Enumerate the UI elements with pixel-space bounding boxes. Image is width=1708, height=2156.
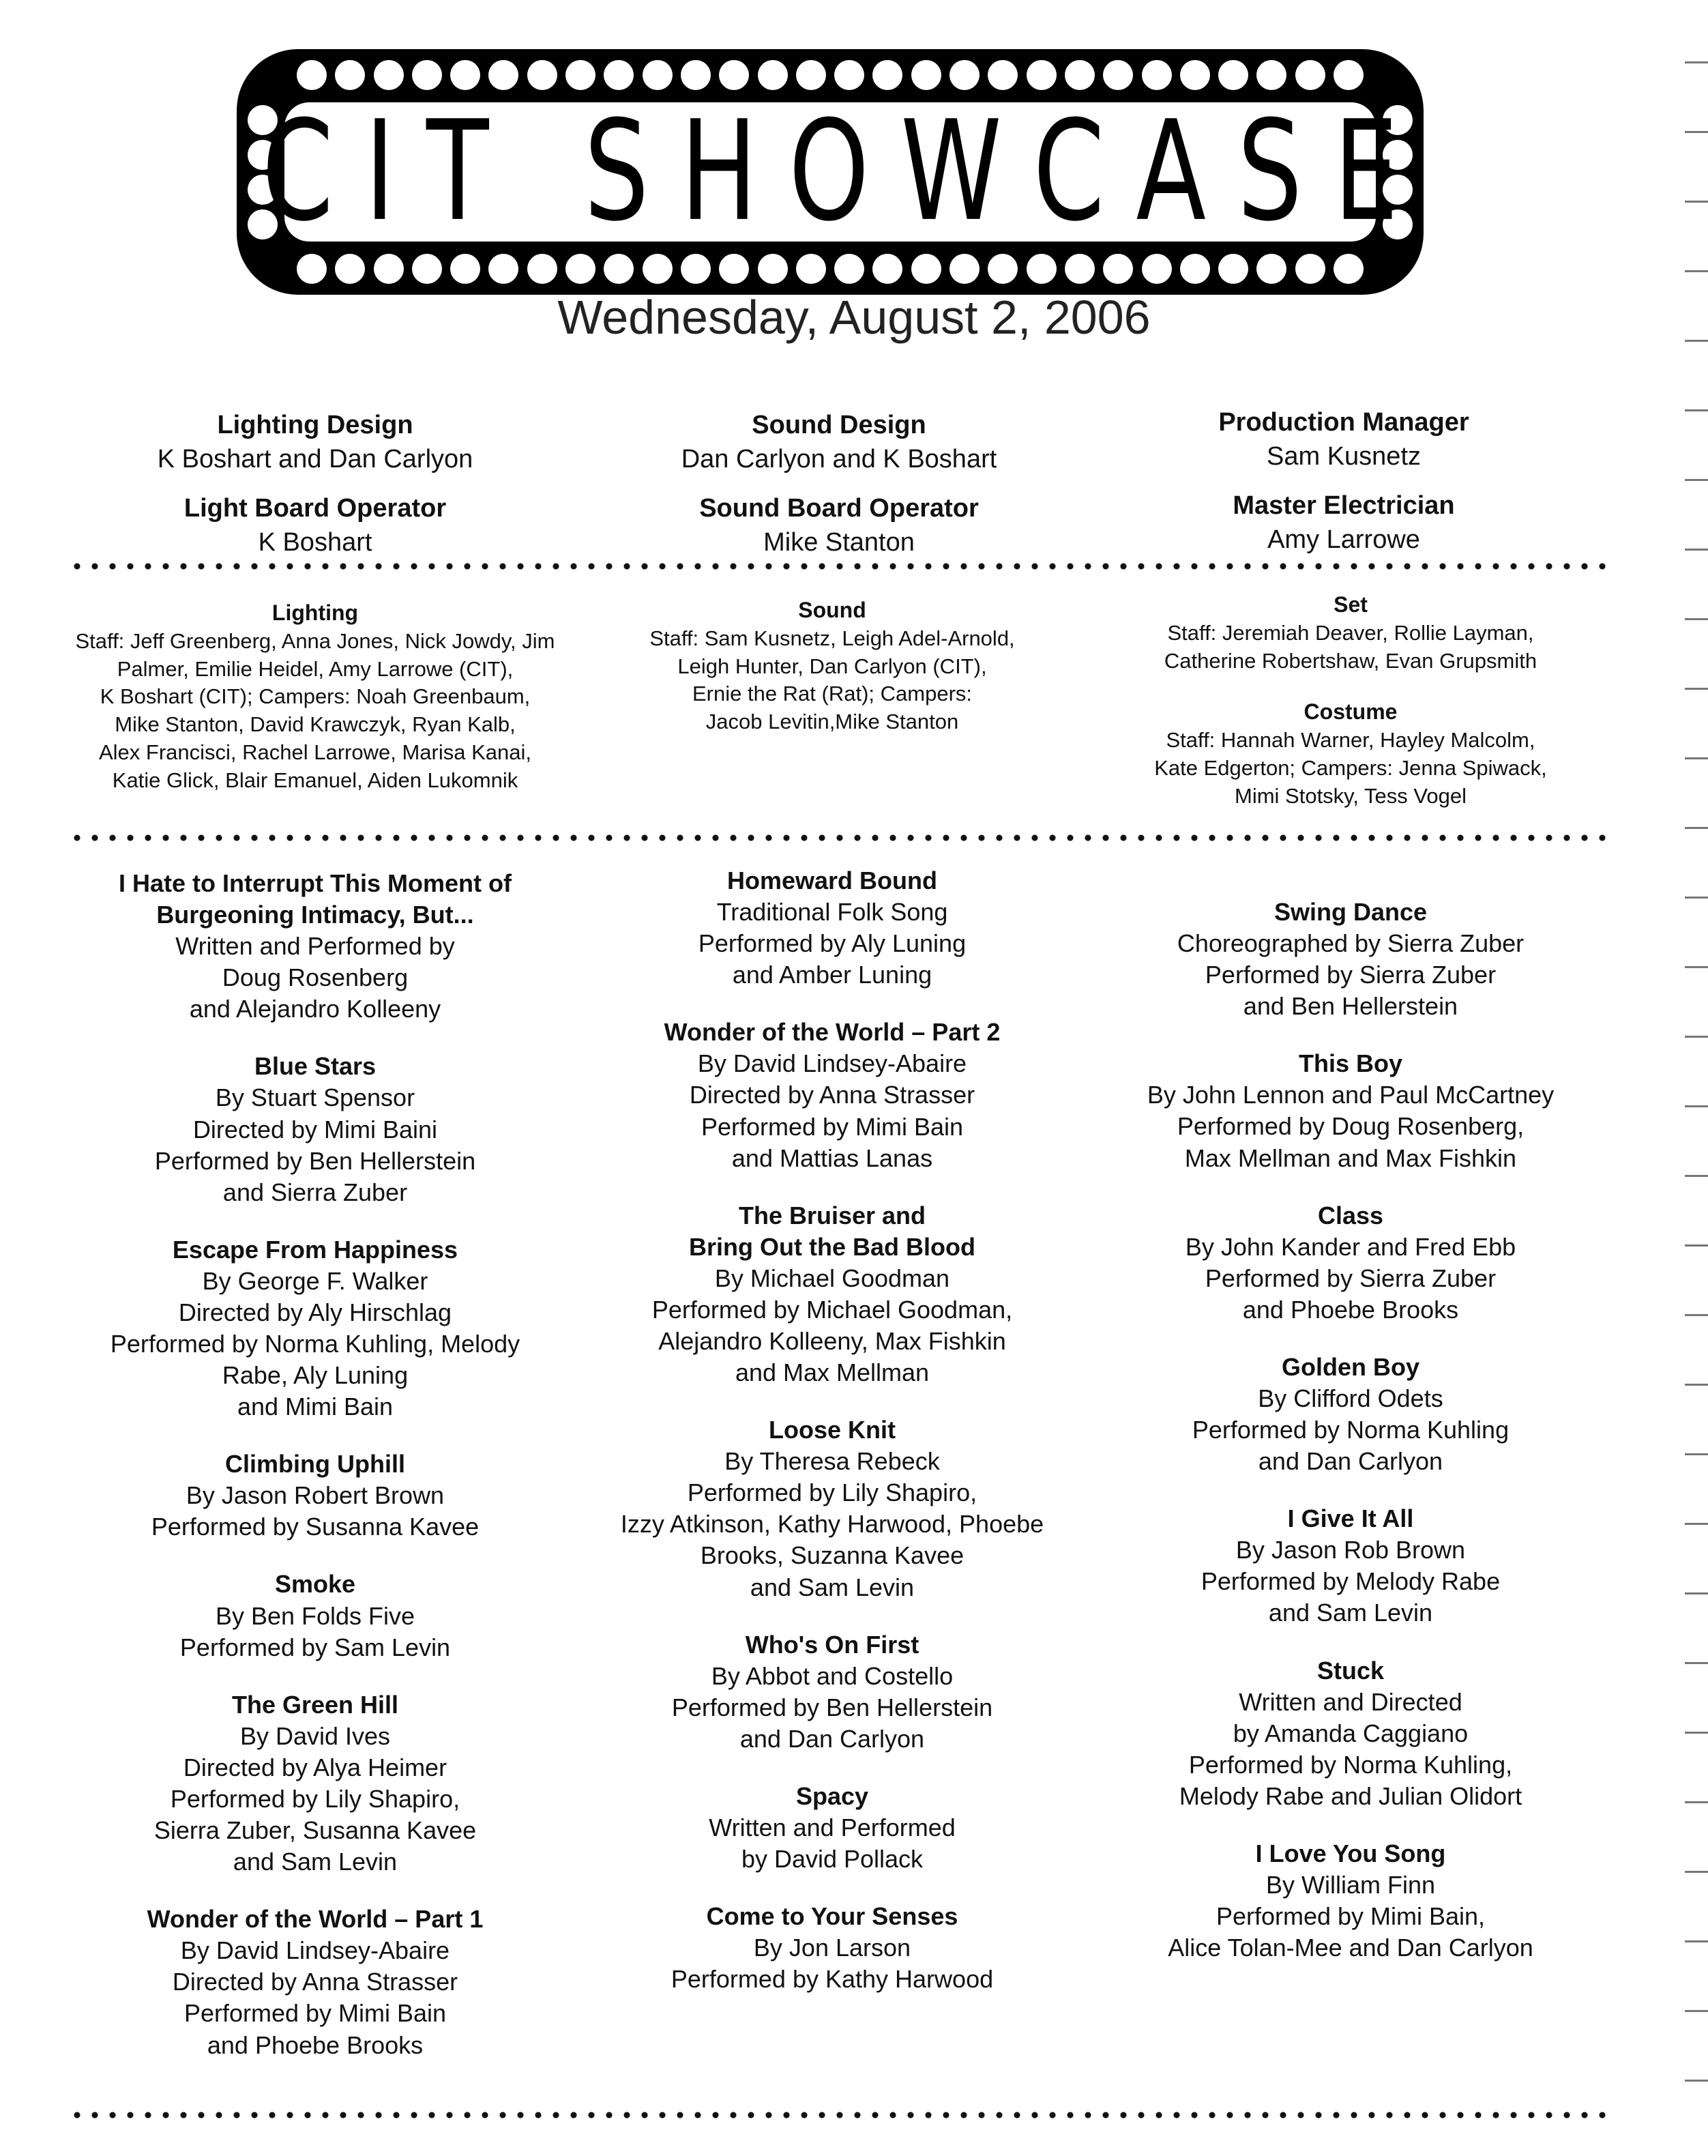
edge-tick	[1685, 1175, 1708, 1177]
edge-tick	[1685, 1801, 1708, 1803]
marquee-bulb	[643, 60, 673, 90]
act-credit: Performed by Lily Shapiro,	[687, 1478, 977, 1507]
act-credit: Written and Directed	[1239, 1687, 1462, 1716]
act-credit: and Sam Levin	[750, 1573, 915, 1601]
marquee-bulb	[374, 254, 404, 284]
act-title: Smoke	[274, 1570, 356, 1599]
crew-name: Mike Stanton	[763, 528, 915, 557]
act-entry	[1085, 1352, 1617, 1477]
act-entry	[1085, 1655, 1617, 1812]
act-credit: Izzy Atkinson, Kathy Harwood, Phoebe	[620, 1510, 1044, 1539]
team-line: Staff: Sam Kusnetz, Leigh Adel-Arnold,	[649, 626, 1015, 650]
marquee-bulb	[681, 60, 711, 90]
team-column-3	[1091, 591, 1610, 834]
acts-column-2	[566, 865, 1098, 2021]
act-title: Escape From Happiness	[172, 1235, 458, 1264]
marquee-bulb	[1103, 254, 1133, 284]
team-entry	[1091, 591, 1610, 675]
marquee-bulb	[681, 254, 711, 284]
crew-entry	[580, 408, 1098, 476]
act-title: Class	[1317, 1201, 1384, 1229]
edge-tick	[1685, 897, 1708, 899]
marquee-bulb	[565, 254, 595, 284]
marquee-bulb	[527, 254, 557, 284]
marquee-bulb	[1180, 254, 1210, 284]
edge-tick	[1685, 827, 1708, 829]
act-credit: Alejandro Kolleeny, Max Fishkin	[658, 1327, 1006, 1356]
act-credit: Performed by Lily Shapiro,	[170, 1784, 460, 1813]
team-line: Kate Edgerton; Campers: Jenna Spiwack,	[1154, 755, 1547, 780]
crew-name: K Boshart and Dan Carlyon	[157, 445, 473, 474]
team-line: Catherine Robertshaw, Evan Grupsmith	[1164, 648, 1537, 673]
marquee-bulb	[297, 60, 327, 90]
page-title: CIT SHOWCASE	[262, 91, 1430, 252]
crew-entry	[1085, 405, 1603, 474]
act-title: Swing Dance	[1273, 898, 1428, 926]
marquee-bulb	[988, 254, 1018, 284]
edge-tick	[1685, 131, 1708, 133]
marquee-bulb	[719, 254, 749, 284]
team-entry	[573, 596, 1091, 736]
act-title: Come to Your Senses	[706, 1902, 958, 1931]
marquee-bulb	[949, 254, 980, 284]
act-credit: and Mattias Lanas	[731, 1143, 933, 1172]
act-title: Stuck	[1316, 1656, 1385, 1685]
acts-column-3	[1085, 897, 1617, 1990]
act-entry	[1085, 1838, 1617, 1964]
act-entry	[49, 1904, 581, 2060]
crew-column-1	[56, 408, 574, 575]
crew-entry	[56, 491, 574, 559]
act-credit: By Jason Robert Brown	[186, 1481, 445, 1510]
act-title: I Give It All	[1287, 1504, 1414, 1533]
act-credit: By John Kander and Fred Ebb	[1185, 1232, 1516, 1261]
act-credit: and Max Mellman	[735, 1358, 930, 1387]
crew-column-2	[580, 408, 1098, 575]
edge-tick	[1685, 1940, 1708, 1942]
marquee-bulb	[1218, 254, 1248, 284]
marquee-bulb	[643, 254, 673, 284]
team-line: Ernie the Rat (Rat); Campers:	[692, 682, 973, 706]
marquee-bulb	[297, 254, 327, 284]
edge-tick	[1685, 201, 1708, 203]
marquee-bulb	[1027, 254, 1057, 284]
team-line: Mimi Stotsky, Tess Vogel	[1235, 783, 1467, 808]
marquee-banner	[237, 49, 1430, 295]
act-credit: Written and Performed by	[175, 932, 455, 961]
marquee-bulb	[374, 60, 404, 90]
edge-tick	[1685, 1592, 1708, 1594]
act-credit: Directed by Anna Strasser	[689, 1081, 975, 1109]
marquee-bulb	[565, 60, 595, 90]
act-credit: Brooks, Suzanna Kavee	[700, 1541, 965, 1570]
act-entry	[566, 1200, 1098, 1388]
team-entry	[56, 599, 574, 795]
marquee-bulb	[719, 60, 749, 90]
crew-name: Amy Larrowe	[1267, 525, 1420, 555]
marquee-bulb	[872, 60, 902, 90]
dotted-divider	[68, 834, 1610, 842]
crew-column-3	[1085, 405, 1603, 572]
act-credit: By David Lindsey-Abaire	[697, 1049, 967, 1078]
edge-tick	[1685, 479, 1708, 481]
act-credit: Performed by Susanna Kavee	[151, 1513, 480, 1541]
act-title: Burgeoning Intimacy, But...	[156, 901, 474, 929]
act-credit: and Phoebe Brooks	[1242, 1295, 1459, 1324]
scan-edge-marks	[1667, 0, 1708, 2156]
edge-tick	[1685, 409, 1708, 411]
marquee-sign	[262, 91, 1430, 252]
act-credit: Performed by Sierra Zuber	[1205, 961, 1497, 989]
marquee-bulb	[450, 254, 480, 284]
act-credit: By George F. Walker	[202, 1266, 428, 1295]
crew-role: Production Manager	[1218, 408, 1469, 437]
act-credit: and Dan Carlyon	[739, 1724, 925, 1753]
act-credit: and Mimi Bain	[237, 1393, 394, 1421]
act-credit: Performed by Ben Hellerstein	[154, 1146, 476, 1175]
edge-tick	[1685, 2010, 1708, 2012]
act-title: I Hate to Interrupt This Moment of	[119, 869, 512, 897]
act-credit: By Ben Folds Five	[215, 1601, 415, 1630]
marquee-bulb	[796, 60, 826, 90]
marquee-bulb	[1065, 60, 1095, 90]
team-title: Lighting	[271, 600, 359, 625]
act-credit: By Jon Larson	[753, 1934, 911, 1962]
act-credit: Performed by Mimi Bain	[183, 1999, 447, 2028]
marquee-bulb	[834, 60, 864, 90]
act-entry	[1085, 1200, 1617, 1326]
act-title: Climbing Uphill	[225, 1450, 405, 1478]
edge-tick	[1685, 966, 1708, 968]
act-credit: and Sam Levin	[233, 1848, 398, 1876]
act-credit: Directed by Mimi Baini	[192, 1115, 438, 1143]
act-credit: By Michael Goodman	[714, 1264, 950, 1292]
team-line: K Boshart (CIT); Campers: Noah Greenbaum,	[100, 684, 531, 709]
act-title: Golden Boy	[1281, 1352, 1419, 1381]
act-credit: and Sam Levin	[1268, 1599, 1433, 1627]
team-line: Leigh Hunter, Dan Carlyon (CIT),	[677, 654, 987, 678]
act-title: This Boy	[1298, 1049, 1402, 1078]
crew-role: Lighting Design	[217, 411, 413, 439]
marquee-bulb	[911, 254, 941, 284]
marquee-bulb	[988, 60, 1018, 90]
act-credit: and Phoebe Brooks	[207, 2030, 424, 2059]
edge-tick	[1685, 2080, 1708, 2082]
edge-tick	[1685, 757, 1708, 759]
act-credit: Doug Rosenberg	[222, 963, 409, 992]
crew-role: Light Board Operator	[183, 494, 447, 523]
marquee-bulb	[1065, 254, 1095, 284]
act-entry	[49, 1051, 581, 1208]
act-entry	[566, 1414, 1098, 1603]
act-title: Spacy	[795, 1781, 869, 1810]
act-title: Loose Knit	[769, 1416, 896, 1444]
act-title: Blue Stars	[254, 1052, 377, 1081]
team-title: Set	[1334, 592, 1368, 617]
marquee-bulb	[796, 254, 826, 284]
act-entry	[566, 1629, 1098, 1755]
dotted-divider	[68, 562, 1610, 570]
act-credit: Performed by Aly Luning	[698, 929, 967, 958]
dotted-divider	[68, 2111, 1610, 2119]
marquee-bulb	[1256, 254, 1286, 284]
team-title: Sound	[798, 598, 866, 622]
act-credit: Directed by Anna Strasser	[172, 1968, 458, 1996]
edge-tick	[1685, 1105, 1708, 1107]
marquee-bulb	[834, 254, 864, 284]
marquee-bulb	[412, 60, 442, 90]
act-credit: by Amanda Caggiano	[1233, 1719, 1469, 1747]
marquee-bulb	[335, 254, 365, 284]
act-credit: Traditional Folk Song	[716, 898, 948, 927]
team-column-2	[573, 596, 1091, 759]
act-credit: By David Ives	[239, 1721, 391, 1750]
edge-tick	[1685, 1036, 1708, 1038]
act-credit: and Sierra Zuber	[222, 1178, 408, 1206]
marquee-bulb	[412, 254, 442, 284]
team-line: Palmer, Emilie Heidel, Amy Larrowe (CIT),	[117, 656, 514, 681]
act-title: Homeward Bound	[726, 866, 937, 894]
marquee-bulb	[1334, 60, 1364, 90]
marquee-bulb	[1334, 254, 1364, 284]
crew-entry	[1085, 489, 1603, 557]
act-title: The Bruiser and	[738, 1201, 926, 1229]
marquee-bulb	[1295, 254, 1325, 284]
act-credit: Performed by Ben Hellerstein	[671, 1693, 993, 1721]
act-credit: Performed by Mimi Bain	[701, 1112, 964, 1141]
team-line: Staff: Hannah Warner, Hayley Malcolm,	[1166, 728, 1535, 752]
act-entry	[1085, 897, 1617, 1022]
act-credit: and Ben Hellerstein	[1243, 992, 1458, 1021]
team-line: Staff: Jeremiah Deaver, Rollie Layman,	[1167, 620, 1534, 645]
act-credit: Rabe, Aly Luning	[222, 1361, 409, 1390]
act-entry	[49, 1234, 581, 1423]
edge-tick	[1685, 1314, 1708, 1316]
act-entry	[49, 868, 581, 1025]
act-entry	[566, 1781, 1098, 1875]
act-credit: By David Lindsey-Abaire	[180, 1936, 450, 1965]
act-credit: Sierra Zuber, Susanna Kavee	[153, 1816, 477, 1845]
act-title: Who's On First	[745, 1630, 919, 1659]
crew-role: Sound Design	[752, 411, 926, 439]
marquee-bulb	[1103, 60, 1133, 90]
act-credit: By Stuart Spensor	[215, 1083, 415, 1112]
crew-entry	[580, 491, 1098, 559]
act-credit: Performed by Michael Goodman,	[651, 1295, 1013, 1324]
act-title: Bring Out the Bad Blood	[689, 1232, 975, 1261]
team-line: Jacob Levitin,Mike Stanton	[705, 710, 959, 734]
team-line: Mike Stanton, David Krawczyk, Ryan Kalb,	[115, 712, 516, 737]
marquee-bulb	[1295, 60, 1325, 90]
act-entry	[566, 865, 1098, 991]
marquee-bulb	[758, 254, 788, 284]
act-entry	[49, 1448, 581, 1543]
act-credit: By John Lennon and Paul McCartney	[1147, 1081, 1555, 1109]
act-credit: Max Mellman and Max Fishkin	[1184, 1143, 1517, 1172]
act-credit: by David Pollack	[741, 1845, 924, 1874]
act-credit: and Dan Carlyon	[1258, 1447, 1443, 1476]
edge-tick	[1685, 688, 1708, 690]
marquee-bulb	[949, 60, 980, 90]
act-entry	[1085, 1503, 1617, 1629]
marquee-bulb	[527, 60, 557, 90]
marquee-bulb	[1142, 60, 1172, 90]
team-column-1	[56, 599, 574, 818]
marquee-bulb	[1218, 60, 1248, 90]
crew-name: K Boshart	[258, 528, 372, 557]
marquee-bulb	[872, 254, 902, 284]
act-credit: Performed by Melody Rabe	[1201, 1567, 1501, 1596]
crew-name: Sam Kusnetz	[1267, 442, 1421, 471]
marquee-bulb	[911, 60, 941, 90]
edge-tick	[1685, 1453, 1708, 1455]
act-credit: and Alejandro Kolleeny	[189, 995, 441, 1023]
edge-tick	[1685, 270, 1708, 272]
act-title: Wonder of the World – Part 1	[147, 1905, 484, 1934]
act-credit: Written and Performed	[709, 1813, 956, 1842]
marquee-bulb	[1180, 60, 1210, 90]
act-credit: Performed by Doug Rosenberg,	[1177, 1112, 1525, 1141]
edge-tick	[1685, 1244, 1708, 1247]
edge-tick	[1685, 618, 1708, 620]
crew-name: Dan Carlyon and K Boshart	[681, 445, 997, 474]
edge-tick	[1685, 1523, 1708, 1525]
act-credit: Directed by Alya Heimer	[183, 1753, 447, 1781]
act-credit: By Jason Rob Brown	[1235, 1536, 1466, 1564]
act-credit: and Amber Luning	[732, 961, 932, 989]
crew-role: Sound Board Operator	[699, 494, 979, 523]
edge-tick	[1685, 61, 1708, 63]
marquee-bulb	[1142, 254, 1172, 284]
act-title: I Love You Song	[1255, 1839, 1446, 1867]
act-credit: By William Finn	[1265, 1871, 1436, 1899]
act-credit: By Theresa Rebeck	[724, 1447, 940, 1476]
crew-role: Master Electrician	[1233, 491, 1455, 521]
marquee-bulb	[604, 254, 634, 284]
edge-tick	[1685, 1732, 1708, 1734]
team-line: Alex Francisci, Rachel Larrowe, Marisa Kanai,	[98, 740, 532, 765]
edge-tick	[1685, 549, 1708, 551]
marquee-bulb	[604, 60, 634, 90]
act-credit: Performed by Norma Kuhling,	[1188, 1750, 1513, 1779]
act-credit: Directed by Aly Hirschlag	[178, 1298, 452, 1326]
act-credit: By Clifford Odets	[1258, 1384, 1443, 1413]
edge-tick	[1685, 1384, 1708, 1386]
acts-column-1	[49, 868, 581, 2087]
act-credit: Melody Rabe and Julian Olidort	[1179, 1781, 1522, 1810]
edge-tick	[1685, 340, 1708, 342]
act-credit: Performed by Kathy Harwood	[671, 1965, 994, 1994]
team-line: Staff: Jeff Greenberg, Anna Jones, Nick Jowdy, Jim	[75, 628, 555, 653]
marquee-bulb	[488, 254, 518, 284]
act-entry	[49, 1569, 581, 1663]
edge-tick	[1685, 1871, 1708, 1873]
marquee-bulb	[488, 60, 518, 90]
act-entry	[1085, 1048, 1617, 1174]
marquee-bulb	[1027, 60, 1057, 90]
marquee-bulb	[335, 60, 365, 90]
act-entry	[49, 1689, 581, 1878]
marquee-bulb	[758, 60, 788, 90]
act-credit: Choreographed by Sierra Zuber	[1177, 929, 1525, 958]
team-entry	[1091, 698, 1610, 810]
event-date: Wednesday, August 2, 2006	[557, 291, 1151, 344]
act-credit: Alice Tolan-Mee and Dan Carlyon	[1168, 1934, 1533, 1962]
act-credit: By Abbot and Costello	[711, 1661, 954, 1690]
team-line: Katie Glick, Blair Emanuel, Aiden Lukomnik	[112, 768, 518, 793]
act-entry	[566, 1017, 1098, 1174]
act-entry	[566, 1901, 1098, 1995]
act-credit: Performed by Mimi Bain,	[1216, 1902, 1486, 1931]
act-credit: Performed by Sam Levin	[179, 1633, 451, 1661]
team-title: Costume	[1304, 699, 1398, 725]
act-title: The Green Hill	[231, 1690, 399, 1719]
act-credit: Performed by Norma Kuhling, Melody	[110, 1330, 520, 1358]
act-credit: Performed by Sierra Zuber	[1205, 1264, 1497, 1292]
crew-entry	[56, 408, 574, 476]
act-credit: Performed by Norma Kuhling	[1192, 1416, 1510, 1444]
edge-tick	[1685, 1662, 1708, 1664]
marquee-bulb	[450, 60, 480, 90]
marquee-bulb	[1256, 60, 1286, 90]
act-title: Wonder of the World – Part 2	[664, 1018, 1001, 1047]
